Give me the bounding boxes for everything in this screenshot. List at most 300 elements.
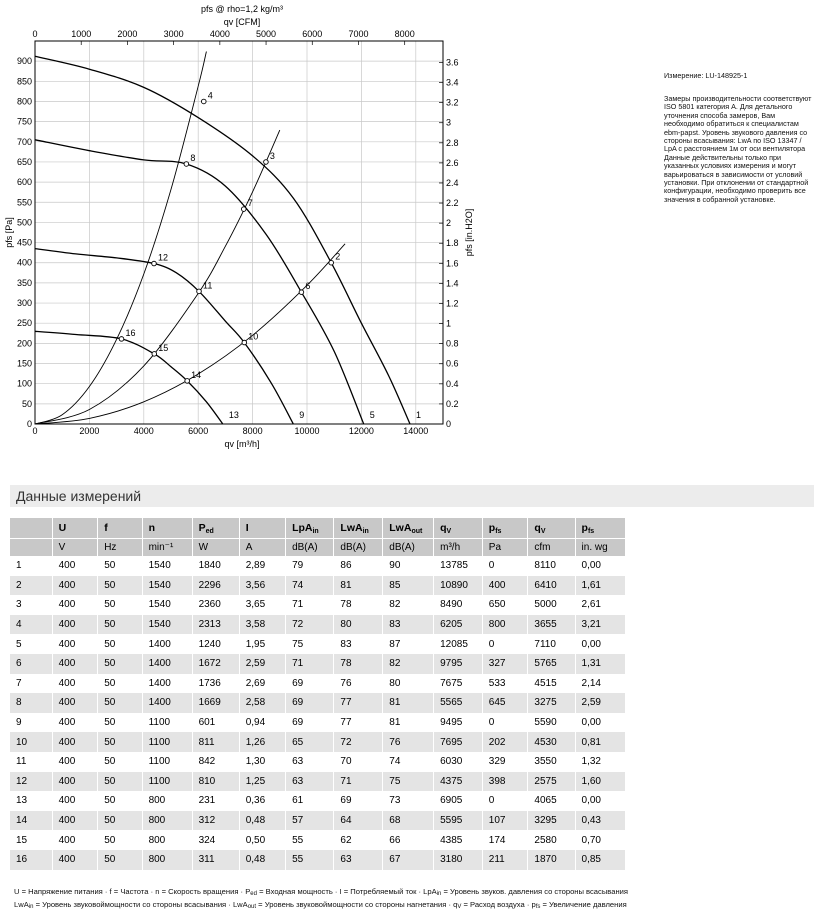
legend-symbol: q — [453, 900, 458, 909]
table-cell: 1100 — [142, 772, 192, 792]
table-cell: 2313 — [192, 615, 239, 635]
legend-text: = Расход воздуха · — [461, 900, 532, 909]
y-right-tick-label: 2.4 — [446, 177, 459, 188]
plot-area — [35, 41, 443, 424]
table-cell: 107 — [482, 811, 528, 831]
table-cell: 1736 — [192, 674, 239, 694]
table-cell: 1540 — [142, 595, 192, 615]
table-cell: 9495 — [434, 713, 483, 733]
column-header-subscript: in — [312, 527, 319, 535]
table-cell: 80 — [334, 615, 383, 635]
table-cell: 7110 — [528, 634, 575, 654]
column-header — [192, 518, 239, 539]
y-tick-label: 900 — [16, 56, 32, 67]
column-header-label: n — [148, 522, 155, 534]
table-cell: 3 — [10, 595, 52, 615]
table-cell: 72 — [334, 732, 383, 752]
y-tick-label: 400 — [16, 257, 32, 268]
y-right-tick-label: 3 — [446, 117, 452, 128]
legend-symbol: P — [245, 887, 251, 896]
x-top-tick-label: 5000 — [256, 29, 277, 39]
table-cell: 2,61 — [575, 595, 625, 615]
table-cell: 11 — [10, 752, 52, 772]
table-row — [10, 615, 626, 635]
table-cell: 82 — [383, 595, 434, 615]
table-cell: 50 — [98, 615, 142, 635]
column-header — [286, 518, 334, 539]
table-cell: 398 — [482, 772, 528, 792]
table-cell: 3275 — [528, 693, 575, 713]
table-cell: 1,30 — [239, 752, 285, 772]
table-row — [10, 674, 626, 694]
table-cell: 1400 — [142, 693, 192, 713]
table-cell: 601 — [192, 713, 239, 733]
x-tick-label: 2000 — [79, 426, 100, 436]
column-header-label: q — [534, 521, 541, 534]
x-top-tick-label: 2000 — [117, 29, 138, 39]
table-cell: 0,00 — [575, 556, 625, 576]
table-cell: 71 — [334, 772, 383, 792]
table-row — [10, 752, 626, 772]
table-cell: 1870 — [528, 850, 575, 870]
y-right-tick-label: 2.8 — [446, 137, 459, 148]
table-cell: 400 — [52, 576, 98, 596]
table-cell: 324 — [192, 830, 239, 850]
y-right-tick-label: 0.2 — [446, 398, 459, 409]
table-cell: 1,60 — [575, 772, 625, 792]
column-unit: A — [239, 539, 285, 557]
table-cell: 645 — [482, 693, 528, 713]
table-cell: 1672 — [192, 654, 239, 674]
table-row — [10, 811, 626, 831]
y-right-tick-label: 1.8 — [446, 238, 459, 249]
table-cell: 7 — [10, 674, 52, 694]
table-cell: 5765 — [528, 654, 575, 674]
column-unit: W — [192, 539, 239, 557]
table-cell: 1,26 — [239, 732, 285, 752]
table-cell: 81 — [383, 713, 434, 733]
operating-point — [152, 261, 157, 266]
table-cell: 400 — [52, 811, 98, 831]
table-cell: 4515 — [528, 674, 575, 694]
table-cell: 400 — [52, 556, 98, 576]
table-cell: 2 — [10, 576, 52, 596]
table-cell: 0,94 — [239, 713, 285, 733]
y-right-tick-label: 3.2 — [446, 97, 459, 108]
operating-point-label: 3 — [269, 150, 275, 161]
table-cell: 81 — [334, 576, 383, 596]
x-tick-label: 12000 — [348, 426, 374, 436]
table-cell: 50 — [98, 654, 142, 674]
legend-text: = Входная мощность · — [256, 887, 340, 896]
table-cell: 6 — [10, 654, 52, 674]
y-tick-label: 650 — [16, 156, 32, 167]
table-cell: 1,31 — [575, 654, 625, 674]
operating-point-label: 11 — [203, 280, 213, 291]
table-row — [10, 830, 626, 850]
table-cell: 1540 — [142, 556, 192, 576]
table-cell: 3,58 — [239, 615, 285, 635]
table-cell: 400 — [52, 830, 98, 850]
table-cell: 0,43 — [575, 811, 625, 831]
y-tick-label: 250 — [16, 318, 32, 329]
table-cell: 400 — [52, 615, 98, 635]
column-header-subscript: V — [446, 527, 452, 535]
table-cell: 76 — [383, 732, 434, 752]
column-header — [434, 518, 483, 539]
column-header-subscript: V — [540, 527, 546, 535]
table-cell: 66 — [383, 830, 434, 850]
column-unit: Pa — [482, 539, 528, 557]
legend-symbol: LwA — [14, 900, 29, 909]
table-cell: 2,89 — [239, 556, 285, 576]
table-cell: 3,56 — [239, 576, 285, 596]
table-cell: 211 — [482, 850, 528, 870]
table-cell: 71 — [286, 654, 334, 674]
operating-point — [201, 99, 206, 104]
table-cell: 0,00 — [575, 634, 625, 654]
y-tick-label: 500 — [16, 217, 32, 228]
x-top-tick-label: 1000 — [71, 29, 92, 39]
table-cell: 4375 — [434, 772, 483, 792]
y-right-tick-label: 1.6 — [446, 258, 459, 269]
legend-text: = Частота · — [111, 887, 156, 896]
table-cell: 0 — [482, 791, 528, 811]
table-cell: 4385 — [434, 830, 483, 850]
fan-performance-chart — [0, 0, 660, 470]
y-right-tick-label: 2.6 — [446, 157, 459, 168]
x-tick-label: 0 — [32, 426, 38, 436]
table-cell: 57 — [286, 811, 334, 831]
table-cell: 63 — [334, 850, 383, 870]
table-cell: 400 — [52, 791, 98, 811]
column-header-label: p — [581, 521, 588, 534]
legend-text: = Уровень звуков. давления со стороны всасывания — [441, 887, 628, 896]
x-top-tick-label: 0 — [32, 29, 38, 39]
table-cell: 55 — [286, 850, 334, 870]
legend-symbol: p — [531, 900, 536, 909]
table-cell: 2580 — [528, 830, 575, 850]
table-cell: 0,36 — [239, 791, 285, 811]
table-cell: 0 — [482, 556, 528, 576]
y-tick-label: 0 — [26, 419, 32, 429]
table-cell: 50 — [98, 674, 142, 694]
table-cell: 0,81 — [575, 732, 625, 752]
table-cell: 1100 — [142, 732, 192, 752]
column-unit: m³/h — [434, 539, 483, 557]
table-cell: 75 — [286, 634, 334, 654]
table-cell: 311 — [192, 850, 239, 870]
table-row — [10, 595, 626, 615]
table-cell: 63 — [286, 752, 334, 772]
column-header-subscript: fs — [587, 527, 595, 535]
table-cell: 68 — [383, 811, 434, 831]
legend-symbol: LpA — [423, 887, 437, 896]
operating-point — [184, 162, 189, 167]
table-row — [10, 654, 626, 674]
y-right-tick-label: 0.6 — [446, 358, 459, 369]
table-cell: 83 — [334, 634, 383, 654]
table-cell: 13 — [10, 791, 52, 811]
operating-point — [185, 379, 190, 384]
table-cell: 69 — [286, 693, 334, 713]
table-cell: 80 — [383, 674, 434, 694]
y-tick-label: 850 — [16, 76, 32, 87]
table-cell: 50 — [98, 576, 142, 596]
table-cell: 1100 — [142, 752, 192, 772]
legend-symbol: n — [155, 887, 160, 896]
table-cell: 2,59 — [239, 654, 285, 674]
operating-point — [264, 160, 269, 165]
table-cell: 5565 — [434, 693, 483, 713]
x-top-tick-label: 4000 — [209, 29, 230, 39]
table-cell: 1240 — [192, 634, 239, 654]
table-cell: 400 — [52, 772, 98, 792]
column-header — [334, 518, 383, 539]
x-tick-label: 4000 — [133, 426, 154, 436]
y-tick-label: 50 — [21, 398, 32, 409]
operating-point-label: 15 — [158, 342, 169, 353]
table-cell: 50 — [98, 752, 142, 772]
table-cell: 327 — [482, 654, 528, 674]
column-unit: min⁻¹ — [142, 539, 192, 557]
legend-subscript: in — [28, 904, 34, 910]
y-right-axis-label: pfs [in.H2O] — [464, 208, 474, 257]
table-cell: 85 — [383, 576, 434, 596]
table-cell: 1,95 — [239, 634, 285, 654]
legend-subscript: V — [457, 904, 462, 910]
table-cell: 1,25 — [239, 772, 285, 792]
y-right-tick-label: 0 — [446, 419, 452, 429]
table-cell: 400 — [482, 576, 528, 596]
operating-point-label: 16 — [125, 327, 136, 338]
table-cell: 62 — [334, 830, 383, 850]
table-cell: 70 — [334, 752, 383, 772]
column-header-subscript: ed — [205, 527, 214, 535]
operating-point-label: 5 — [369, 410, 375, 420]
column-unit: dB(A) — [286, 539, 334, 557]
operating-point-label: 7 — [247, 198, 253, 209]
operating-point — [152, 352, 157, 357]
operating-point — [197, 289, 202, 294]
table-cell: 174 — [482, 830, 528, 850]
table-cell: 1100 — [142, 713, 192, 733]
table-cell: 78 — [334, 595, 383, 615]
column-header-label: P — [198, 521, 206, 534]
table-cell: 50 — [98, 732, 142, 752]
table-cell: 12 — [10, 772, 52, 792]
column-unit: Hz — [98, 539, 142, 557]
x-top-tick-label: 6000 — [302, 29, 323, 39]
y-tick-label: 100 — [16, 378, 32, 389]
legend-symbol: I — [339, 887, 342, 896]
table-cell: 5595 — [434, 811, 483, 831]
table-cell: 90 — [383, 556, 434, 576]
table-cell: 2296 — [192, 576, 239, 596]
column-header — [482, 518, 528, 539]
y-right-tick-label: 1.2 — [446, 298, 459, 309]
table-cell: 0,00 — [575, 791, 625, 811]
column-header-label: f — [104, 522, 108, 534]
legend-symbol: f — [109, 887, 112, 896]
table-cell: 3,65 — [239, 595, 285, 615]
table-cell: 312 — [192, 811, 239, 831]
table-cell: 3180 — [434, 850, 483, 870]
table-cell: 1540 — [142, 576, 192, 596]
table-cell: 800 — [142, 850, 192, 870]
y-right-tick-label: 1.4 — [446, 278, 459, 289]
table-cell: 83 — [383, 615, 434, 635]
table-cell: 86 — [334, 556, 383, 576]
column-header — [575, 518, 625, 539]
table-cell: 14 — [10, 811, 52, 831]
table-cell: 75 — [383, 772, 434, 792]
table-cell: 6205 — [434, 615, 483, 635]
table-cell: 7695 — [434, 732, 483, 752]
table-cell: 50 — [98, 830, 142, 850]
table-cell: 4530 — [528, 732, 575, 752]
table-cell: 87 — [383, 634, 434, 654]
table-cell: 69 — [286, 674, 334, 694]
column-header — [98, 518, 142, 539]
table-row — [10, 791, 626, 811]
table-cell: 1400 — [142, 674, 192, 694]
table-cell: 78 — [334, 654, 383, 674]
table-row — [10, 732, 626, 752]
column-header — [142, 518, 192, 539]
operating-point-label: 12 — [158, 252, 169, 263]
column-header-label: q — [440, 521, 447, 534]
column-header — [528, 518, 575, 539]
y-right-tick-label: 0.4 — [446, 378, 459, 389]
table-cell: 3655 — [528, 615, 575, 635]
column-header-label: I — [245, 522, 249, 534]
table-cell: 0,48 — [239, 850, 285, 870]
operating-point — [242, 340, 247, 345]
y-tick-label: 150 — [16, 358, 32, 369]
table-cell: 6410 — [528, 576, 575, 596]
table-cell: 842 — [192, 752, 239, 772]
table-cell: 73 — [383, 791, 434, 811]
column-header-label: U — [58, 522, 67, 534]
table-cell: 1,61 — [575, 576, 625, 596]
operating-point — [241, 207, 246, 212]
table-cell: 400 — [52, 752, 98, 772]
table-cell: 6030 — [434, 752, 483, 772]
table-cell: 69 — [334, 791, 383, 811]
x-top-tick-label: 3000 — [163, 29, 184, 39]
table-cell: 15 — [10, 830, 52, 850]
column-header — [52, 518, 98, 539]
table-cell: 77 — [334, 713, 383, 733]
column-header — [10, 518, 52, 539]
y-tick-label: 300 — [16, 298, 32, 309]
column-header — [383, 518, 434, 539]
table-cell: 650 — [482, 595, 528, 615]
operating-point-label: 6 — [305, 281, 311, 292]
legend-subscript: out — [247, 904, 257, 910]
section-title: Данные измерений — [16, 488, 142, 504]
table-cell: 400 — [52, 693, 98, 713]
table-cell: 63 — [286, 772, 334, 792]
y-right-tick-label: 2 — [446, 218, 452, 229]
table-cell: 810 — [192, 772, 239, 792]
column-header-label: LwA — [340, 521, 363, 534]
legend-symbol: LwA — [232, 900, 248, 909]
operating-point-label: 4 — [207, 90, 213, 101]
table-cell: 8110 — [528, 556, 575, 576]
table-cell: 79 — [286, 556, 334, 576]
table-cell: 1 — [10, 556, 52, 576]
table-cell: 1540 — [142, 615, 192, 635]
table-cell: 8 — [10, 693, 52, 713]
table-cell: 50 — [98, 791, 142, 811]
table-cell: 6905 — [434, 791, 483, 811]
table-cell: 82 — [383, 654, 434, 674]
table-cell: 533 — [482, 674, 528, 694]
x-top-tick-label: 8000 — [394, 29, 415, 39]
table-row — [10, 556, 626, 576]
table-cell: 400 — [52, 850, 98, 870]
table-cell: 16 — [10, 850, 52, 870]
y-right-tick-label: 0.8 — [446, 338, 459, 349]
table-cell: 0,48 — [239, 811, 285, 831]
y-axis-label: pfs [Pa] — [4, 217, 14, 248]
table-cell: 8490 — [434, 595, 483, 615]
operating-point-label: 10 — [248, 331, 259, 342]
table-cell: 2,59 — [575, 693, 625, 713]
table-header-row — [10, 518, 626, 539]
table-cell: 9795 — [434, 654, 483, 674]
table-cell: 3,21 — [575, 615, 625, 635]
y-tick-label: 800 — [16, 96, 32, 107]
table-cell: 50 — [98, 811, 142, 831]
table-cell: 50 — [98, 713, 142, 733]
legend-text: = Увеличение давления — [540, 900, 627, 909]
column-unit: cfm — [528, 539, 575, 557]
x-tick-label: 14000 — [403, 426, 429, 436]
table-cell: 50 — [98, 772, 142, 792]
legend-line-2 — [14, 900, 627, 910]
table-cell: 2,58 — [239, 693, 285, 713]
table-cell: 67 — [383, 850, 434, 870]
table-cell: 400 — [52, 654, 98, 674]
x-tick-label: 10000 — [294, 426, 320, 436]
column-header-label: LwA — [389, 521, 412, 534]
y-tick-label: 350 — [16, 277, 32, 288]
legend-symbol: U — [14, 887, 20, 896]
y-right-tick-label: 3.6 — [446, 57, 459, 68]
y-right-tick-label: 3.4 — [446, 77, 459, 88]
table-cell: 12085 — [434, 634, 483, 654]
table-cell: 400 — [52, 634, 98, 654]
table-cell: 400 — [52, 732, 98, 752]
table-cell: 1400 — [142, 634, 192, 654]
table-cell: 2575 — [528, 772, 575, 792]
table-cell: 50 — [98, 556, 142, 576]
legend-text: = Скорость вращения · — [159, 887, 246, 896]
column-unit — [10, 539, 52, 557]
table-cell: 4 — [10, 615, 52, 635]
table-cell: 50 — [98, 634, 142, 654]
column-unit: dB(A) — [334, 539, 383, 557]
table-cell: 2,69 — [239, 674, 285, 694]
table-cell: 64 — [334, 811, 383, 831]
table-cell: 4065 — [528, 791, 575, 811]
table-cell: 65 — [286, 732, 334, 752]
y-tick-label: 600 — [16, 177, 32, 188]
table-cell: 0 — [482, 713, 528, 733]
